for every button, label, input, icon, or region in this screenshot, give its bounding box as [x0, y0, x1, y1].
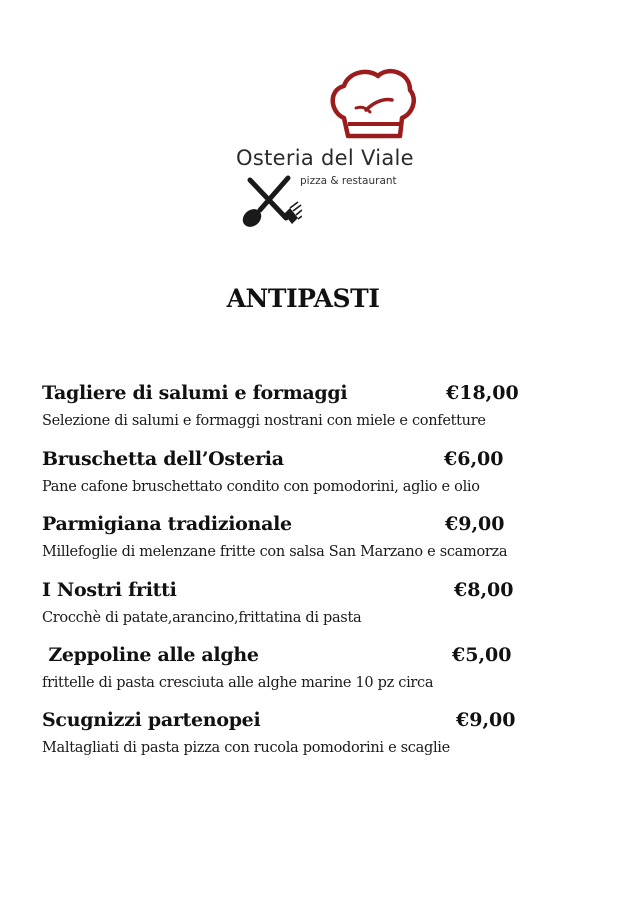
menu-item-name: Scugnizzi partenopei [42, 709, 261, 731]
menu-item-price: €5,00 [452, 644, 512, 666]
chef-hat-icon [328, 66, 418, 140]
menu-item-price: €6,00 [444, 448, 504, 470]
brand-name: Osteria del Viale [236, 146, 414, 170]
menu-item-price: €18,00 [446, 382, 519, 404]
menu-item-description: Millefoglie di melenzane fritte con salsa San Marzano e scamorza [42, 544, 508, 560]
menu-item-name: I Nostri fritti [42, 579, 177, 601]
menu-item-description: Selezione di salumi e formaggi nostrani con miele e confetture [42, 413, 486, 429]
spoon-fork-icon [240, 174, 302, 230]
menu-item-description: frittelle di pasta cresciuta alle alghe marine 10 pz circa [42, 675, 434, 691]
menu-item-price: €8,00 [454, 579, 514, 601]
menu-item-description: Crocchè di patate,arancino,frittatina di pasta [42, 610, 362, 626]
brand-subtitle: pizza & restaurant [300, 175, 397, 187]
menu-item-name: Tagliere di salumi e formaggi [42, 382, 348, 404]
menu-item-description: Pane cafone bruschettato condito con pomodorini, aglio e olio [42, 479, 480, 495]
menu-item-description: Maltagliati di pasta pizza con rucola pomodorini e scaglie [42, 740, 450, 756]
menu-item-price: €9,00 [445, 513, 505, 535]
menu-item-name: Bruschetta dell’Osteria [42, 448, 284, 470]
menu-item-name: Parmigiana tradizionale [42, 513, 292, 535]
section-title: ANTIPASTI [226, 284, 380, 313]
menu-item-price: €9,00 [456, 709, 516, 731]
menu-item-name: Zeppoline alle alghe [42, 644, 259, 666]
restaurant-logo [236, 66, 436, 236]
